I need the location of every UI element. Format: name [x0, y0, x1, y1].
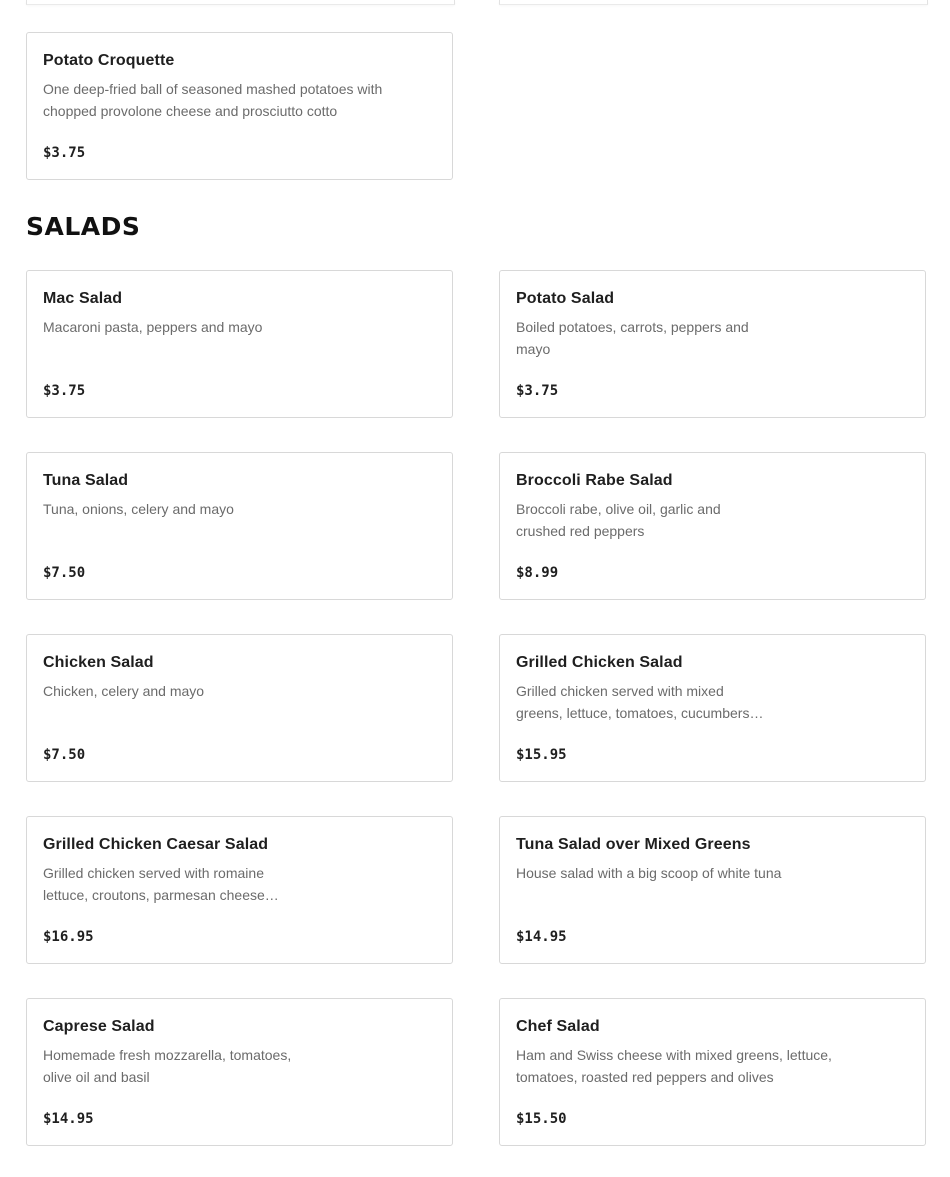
- menu-item-card[interactable]: [499, 270, 926, 418]
- menu-item-name: Caprese Salad: [43, 1018, 155, 1035]
- menu-item-name: Chef Salad: [516, 1018, 600, 1035]
- menu-item-description: Chicken, celery and mayo: [43, 683, 205, 699]
- menu-item-name: Potato Croquette: [43, 52, 175, 69]
- menu-item-price: $7.50: [43, 565, 86, 581]
- menu-item-name: Tuna Salad: [43, 472, 129, 489]
- menu-item-price: $15.50: [516, 1111, 567, 1127]
- menu-item-price: $3.75: [43, 383, 86, 399]
- menu-item-description: Grilled chicken served with romaine lettuce, croutons, parmesan cheese…: [43, 865, 279, 903]
- menu-item-price: $7.50: [43, 747, 86, 763]
- menu-item-card-partial[interactable]: [26, 0, 455, 5]
- menu-item-card[interactable]: [499, 998, 926, 1146]
- menu-item-card[interactable]: [499, 816, 926, 964]
- menu-item-description: House salad with a big scoop of white tuna: [516, 865, 782, 881]
- menu-item-price: $15.95: [516, 747, 567, 763]
- menu-item-card[interactable]: [499, 634, 926, 782]
- menu-item-price: $16.95: [43, 929, 94, 945]
- menu-item-card[interactable]: [26, 634, 453, 782]
- menu-item-card[interactable]: [499, 452, 926, 600]
- menu-item-description: Boiled potatoes, carrots, peppers and mayo: [516, 319, 749, 357]
- menu-item-description: Grilled chicken served with mixed greens, lettuce, tomatoes, cucumbers…: [516, 683, 764, 721]
- menu-item-price: $14.95: [43, 1111, 94, 1127]
- menu-item-price: $14.95: [516, 929, 567, 945]
- menu-item-description: Homemade fresh mozzarella, tomatoes, olive oil and basil: [43, 1047, 292, 1085]
- menu-item-card[interactable]: [26, 32, 453, 180]
- menu-item-description: Broccoli rabe, olive oil, garlic and crushed red peppers: [516, 501, 721, 539]
- menu-item-card[interactable]: [26, 452, 453, 600]
- menu-item-description: Macaroni pasta, peppers and mayo: [43, 319, 263, 335]
- section-heading-salads: SALADS: [26, 212, 141, 241]
- menu-item-name: Grilled Chicken Salad: [516, 654, 683, 671]
- menu-item-name: Broccoli Rabe Salad: [516, 472, 673, 489]
- menu-item-card[interactable]: [26, 270, 453, 418]
- menu-item-description: Ham and Swiss cheese with mixed greens, lettuce, tomatoes, roasted red peppers and olives: [516, 1047, 832, 1085]
- menu-item-name: Chicken Salad: [43, 654, 154, 671]
- menu-item-description: Tuna, onions, celery and mayo: [43, 501, 234, 517]
- menu-item-name: Mac Salad: [43, 290, 123, 307]
- menu-item-description: One deep-fried ball of seasoned mashed potatoes with chopped provolone cheese and prosciutto cotto: [43, 81, 383, 119]
- menu-item-name: Potato Salad: [516, 290, 615, 307]
- menu-item-price: $3.75: [43, 145, 86, 161]
- menu-item-name: Tuna Salad over Mixed Greens: [516, 836, 751, 853]
- menu-item-card[interactable]: [26, 998, 453, 1146]
- menu-item-name: Grilled Chicken Caesar Salad: [43, 836, 269, 853]
- menu-item-price: $8.99: [516, 565, 559, 581]
- menu-item-card-partial[interactable]: [499, 0, 928, 5]
- menu-item-card[interactable]: [26, 816, 453, 964]
- menu-item-price: $3.75: [516, 383, 559, 399]
